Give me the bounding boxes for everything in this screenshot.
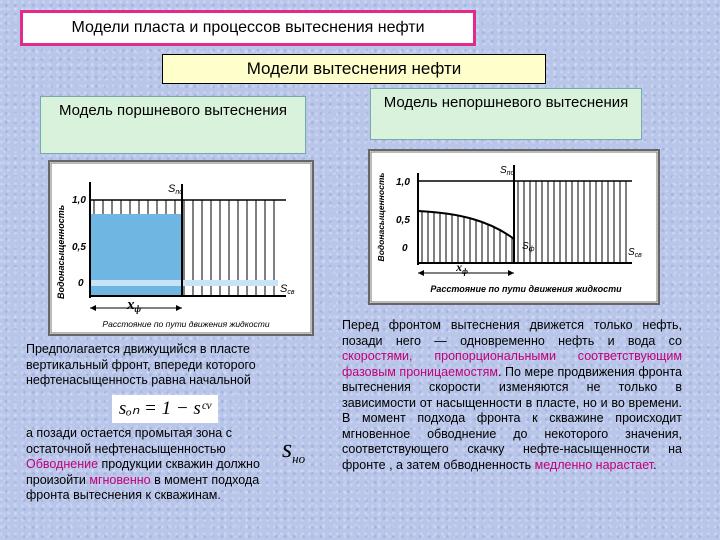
x-axis-label: Расстояние по пути движения жидкости xyxy=(430,284,622,294)
non-piston-model-heading: Модель непоршневого вытеснения xyxy=(370,88,642,140)
tick-0: 0 xyxy=(402,243,408,254)
piston-figure-svg xyxy=(50,162,312,334)
y-axis-label: Водонасыщенность xyxy=(56,204,66,300)
piston-model-heading: Модель поршневого вытеснения xyxy=(40,96,306,154)
tick-05: 0,5 xyxy=(72,242,86,253)
s-no-label: $S_{по}$ xyxy=(500,165,515,177)
highlight-slowly-increases: медленно нарастает xyxy=(534,457,654,472)
oil-saturation-formula: sₒₙ = 1 − sᶜᵛ xyxy=(112,395,218,423)
piston-washed-zone-text: а позади остается промытая зона с остаточной нефтенасыщенностью Обводнение продукции скважин должно произойти мгновенно в момент подхода фронта вытеснения к скважинам. xyxy=(26,426,260,502)
page-title: Модели пласта и процессов вытеснения нефти xyxy=(20,10,476,46)
non-piston-description: Перед фронтом вытеснения движется только нефть, позади него — одновременно нефть и вода со скоростями, пропорциональными соответствующим фазовым проницаемостям. По мере продвижения фронта вытеснения скорости изменяются не только в зависимости от насыщенности в пласте, но и во времени. В момент подхода фронта к скважине происходит мгновенное обводнение до некоторого значения, соответствующего скачку нефте-насыщенности на фронте , а затем обводненность медленно нарастает. xyxy=(342,318,682,472)
y-axis-label: Водонасыщенность xyxy=(376,172,386,262)
xf-label: $x_ф$ xyxy=(127,297,141,314)
bound-water-layer xyxy=(90,280,278,286)
x-axis-label: Расстояние по пути движения жидкости xyxy=(102,319,270,329)
section-subtitle: Модели вытеснения нефти xyxy=(162,54,546,84)
tick-0: 0 xyxy=(78,278,84,289)
non-piston-displacement-figure xyxy=(368,149,660,305)
non-piston-figure-svg xyxy=(370,151,658,303)
tick-1: 1,0 xyxy=(396,177,410,188)
xf-label: $x_ф$ xyxy=(456,260,468,276)
highlight-velocities: скоростями, пропорциональными соответствующим фазовым проницаемостям xyxy=(342,349,682,379)
s-sv-label: Sсв xyxy=(280,283,295,296)
highlight-watering: Обводнение xyxy=(26,457,99,471)
s-f-label: $S_ф$ xyxy=(522,241,535,253)
s-sv-label: $S_{св}$ xyxy=(628,247,642,259)
s-no-label: Sпо xyxy=(168,183,184,196)
tick-1: 1,0 xyxy=(72,195,86,206)
highlight-instantly: мгновенно xyxy=(89,472,151,487)
piston-description: Предполагается движущийся в пласте вертикальный фронт, впереди которого нефтенасыщенность равна начальной xyxy=(26,342,256,387)
piston-displacement-figure xyxy=(48,160,314,336)
residual-saturation-symbol: $s_{но}$ xyxy=(282,434,306,467)
tick-05: 0,5 xyxy=(396,215,410,226)
